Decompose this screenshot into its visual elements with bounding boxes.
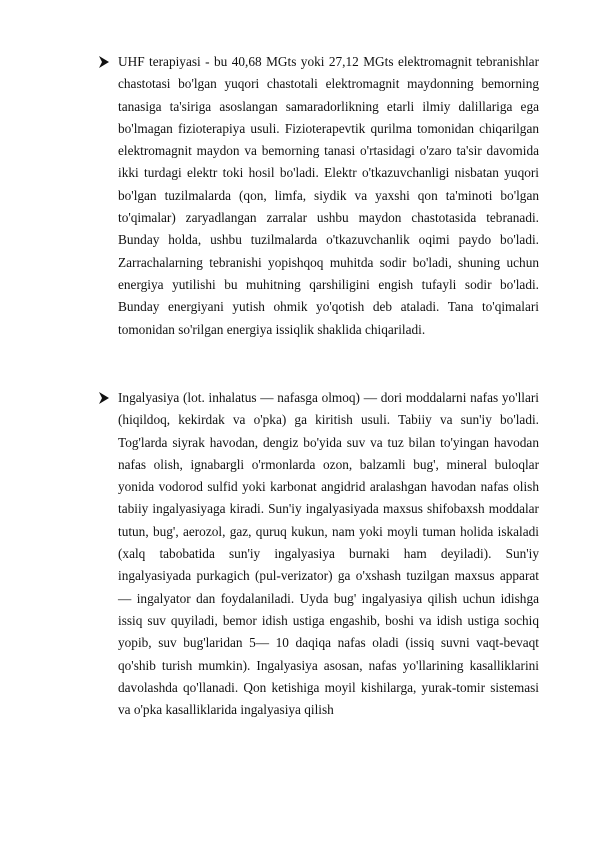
arrowhead-bullet-icon [98, 56, 110, 68]
arrowhead-bullet-icon [98, 392, 110, 404]
bullet-text: Ingalyasiya (lot. inhalatus — nafasga olmoq) — dori moddalarni nafas yo'llari (hiqildoq, kekirdak va o'pka) ga kiritish usuli. Tabiiy va sun'iy bo'ladi. Tog'larda siyrak havodan, dengiz bo'yida suv va tuz bilan to'yingan havodan nafas olish, ignabargli o'rmonlarda ozon, balzamli bug', mineral buloqlar yonida vodorod sulfid yoki karbonat angidrid aralashgan havodan nafas olish tabiiy ingalyasiyaga kiradi. Sun'iy ingalyasiyada maxsus shifobaxsh moddalar tutun, bug', aerozol, gaz, quruq kukun, nam yoki moyli tuman holida iskaladi (xalq tabobatida sun'iy ingalyasiya burnaki ham deyiladi). Sun'iy ingalyasiyada purkagich (pul-verizator) ga o'xshash tuzilgan maxsus apparat — ingalyator dan foydalaniladi. Uyda bug' ingalyasiya qilish uchun idishga issiq suv quyiladi, bemor idish ustiga engashib, boshi va idish ustiga sochiq yopib, suv bug'laridan 5— 10 daqiqa nafas oladi (issiq suvni vaqt-bevaqt qo'shib turish mumkin). Ingalyasiya asosan, nafas yo'llarining kasalliklarini davolashda qo'llanadi. Qon ketishiga moyil kishilarga, yurak-tomir sistemasi va o'pka kasalliklarida ingalyasiya qilish [118, 390, 539, 718]
bullet-item-uhf-therapy [118, 51, 539, 341]
bullet-text: UHF terapiyasi - bu 40,68 MGts yoki 27,12 MGts elektromagnit tebranishlar chastotasi bo'lgan yuqori chastotali elektromagnit maydonning bemorning tanasiga ta'siriga asoslangan samaradorlikning etarli ilmiy dalillariga ega bo'lmagan fizioterapiya usuli. Fizioterapevtik qurilma tomonidan chiqarilgan elektromagnit maydon va bemorning tanasi o'rtasidagi o'zaro ta'sir davomida ikki turdagi elektr toki hosil bo'ladi. Elektr o'tkazuvchanligi nisbatan yuqori bo'lgan tuzilmalarda (qon, limfa, siydik va yaxshi qon ta'minoti bo'lgan to'qimalar) zaryadlangan zarralar ushbu maydon chastotasida tebranadi. Bunday holda, ushbu tuzilmalarda o'tkazuvchanlik oqimi paydo bo'ladi. Zarrachalarning tebranishi yopishqoq muhitda sodir bo'ladi, shuning uchun energiya yutilishi bu muhitning qarshiligini engish tufayli sodir bo'ladi. Bunday energiyani yutish ohmik yo'qotish deb ataladi. Tana to'qimalari tomonidan so'rilgan energiya issiqlik shaklida chiqariladi. [118, 54, 539, 337]
bullet-item-inhalation [118, 387, 539, 721]
